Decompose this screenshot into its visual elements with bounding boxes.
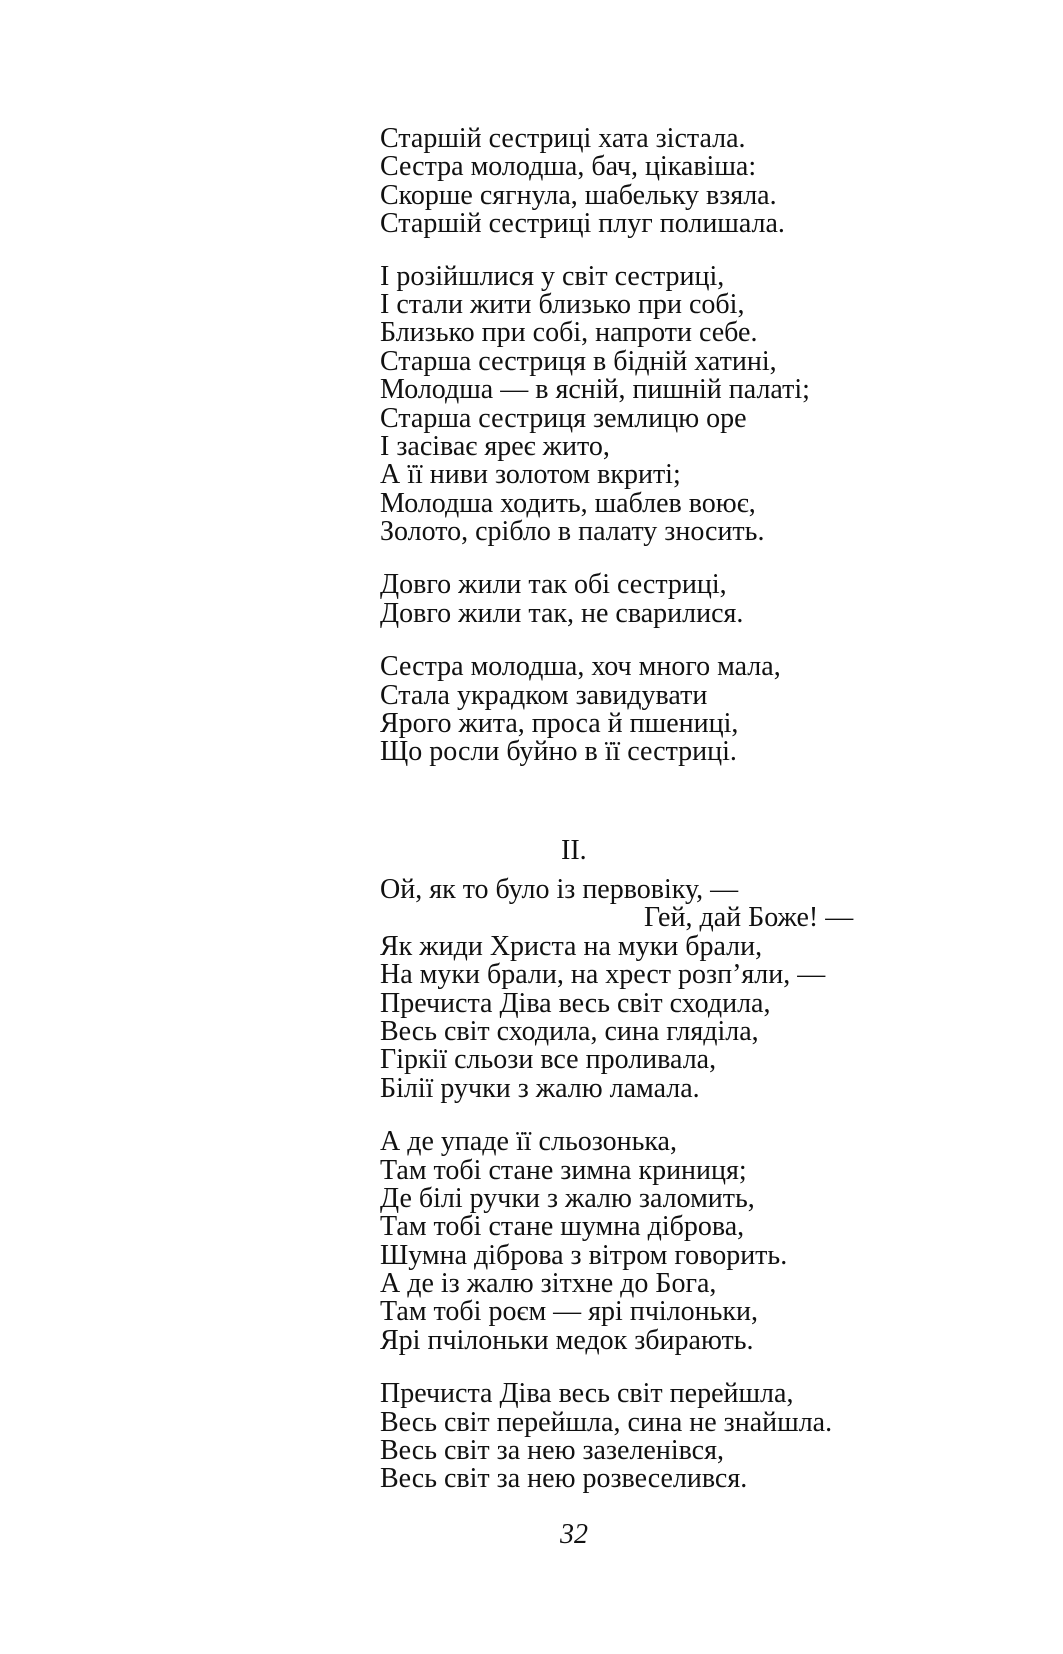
poem-line: Де білі ручки з жалю заломить,: [380, 1182, 755, 1214]
stanza: [380, 876, 940, 1103]
poem-line: Там тобі стане зимна криниця;: [380, 1154, 747, 1186]
stanza: [380, 653, 940, 767]
poem-line: Там тобі стане шумна діброва,: [380, 1211, 745, 1243]
poem-line: Скорше сягнула, шабельку взяла.: [380, 179, 777, 211]
section-heading: II.: [561, 835, 587, 866]
poem-line: Ярі пчілоньки медок збирають.: [380, 1324, 754, 1356]
poem-line: Ой, як то було із первовіку, —: [380, 874, 739, 905]
poem-line: Старша сестриця землицю оре: [380, 402, 747, 434]
poem-line: Шумна діброва з вітром говорить.: [380, 1239, 788, 1271]
poem-line: А її ниви золотом вкриті;: [380, 459, 681, 491]
poem-line: Весь світ перейшла, сина не знайшла.: [380, 1406, 833, 1438]
poem-line: Сестра молодша, хоч много мала,: [380, 651, 781, 683]
poem-line: А де упаде її сльозонька,: [380, 1126, 677, 1158]
poem-line: Старша сестриця в бідній хатині,: [380, 345, 777, 377]
poem-line: Пречиста Діва весь світ перейшла,: [380, 1378, 794, 1410]
page-number: 32: [560, 1519, 588, 1550]
poem-line: І розійшлися у світ сестриці,: [380, 260, 725, 292]
poem-line: Довго жили так обі сестриці,: [380, 569, 727, 601]
poem-line: Весь світ за нею зазеленівся,: [380, 1435, 724, 1467]
poem-line: Близько при собі, напроти себе.: [380, 317, 758, 349]
poem-line: Гіркії сльози все проливала,: [380, 1044, 717, 1076]
poem-line: Як жиди Христа на муки брали,: [380, 930, 763, 962]
poem-line: Весь світ за нею розвеселився.: [380, 1463, 748, 1495]
poem-line: Молодша — в ясній, пишній палаті;: [380, 374, 810, 406]
poem-refrain-line: Гей, дай Боже! —: [644, 902, 854, 934]
stanza: [380, 260, 940, 548]
poem-line: Сестра молодша, бач, цікавіша:: [380, 151, 757, 183]
poem-line: Пречиста Діва весь світ сходила,: [380, 987, 771, 1019]
poem-part-1: [380, 125, 940, 767]
poem-line: На муки брали, на хрест розп’яли, —: [380, 959, 826, 991]
poem-line: Старшій сестриці хата зістала.: [380, 123, 746, 154]
stanza: [380, 1128, 940, 1355]
poem-part-2: [380, 876, 940, 1494]
poem-line: Весь світ сходила, сина гляділа,: [380, 1015, 759, 1047]
poem-line: Молодша ходить, шаблев воює,: [380, 487, 756, 519]
poem-line: Золото, срібло в палату зносить.: [380, 516, 765, 548]
poem-line: Ярого жита, проса й пшениці,: [380, 708, 739, 740]
stanza: [380, 1380, 940, 1494]
poem-line: Білії ручки з жалю ламала.: [380, 1072, 700, 1104]
poem-line: Стала украдком завидувати: [380, 679, 708, 711]
poem-line: І засіває яреє жито,: [380, 430, 610, 462]
poem-line: Що росли буйно в її сестриці.: [380, 736, 737, 768]
poem-line: І стали жити близько при собі,: [380, 288, 745, 320]
stanza: [380, 571, 940, 628]
stanza: [380, 125, 940, 239]
poem-line: Довго жили так, не сварилися.: [380, 597, 744, 629]
poem-line: А де із жалю зітхне до Бога,: [380, 1268, 717, 1300]
poem-line: Там тобі роєм — ярі пчілоньки,: [380, 1296, 758, 1328]
poem-line: Старшій сестриці плуг полишала.: [380, 208, 785, 240]
